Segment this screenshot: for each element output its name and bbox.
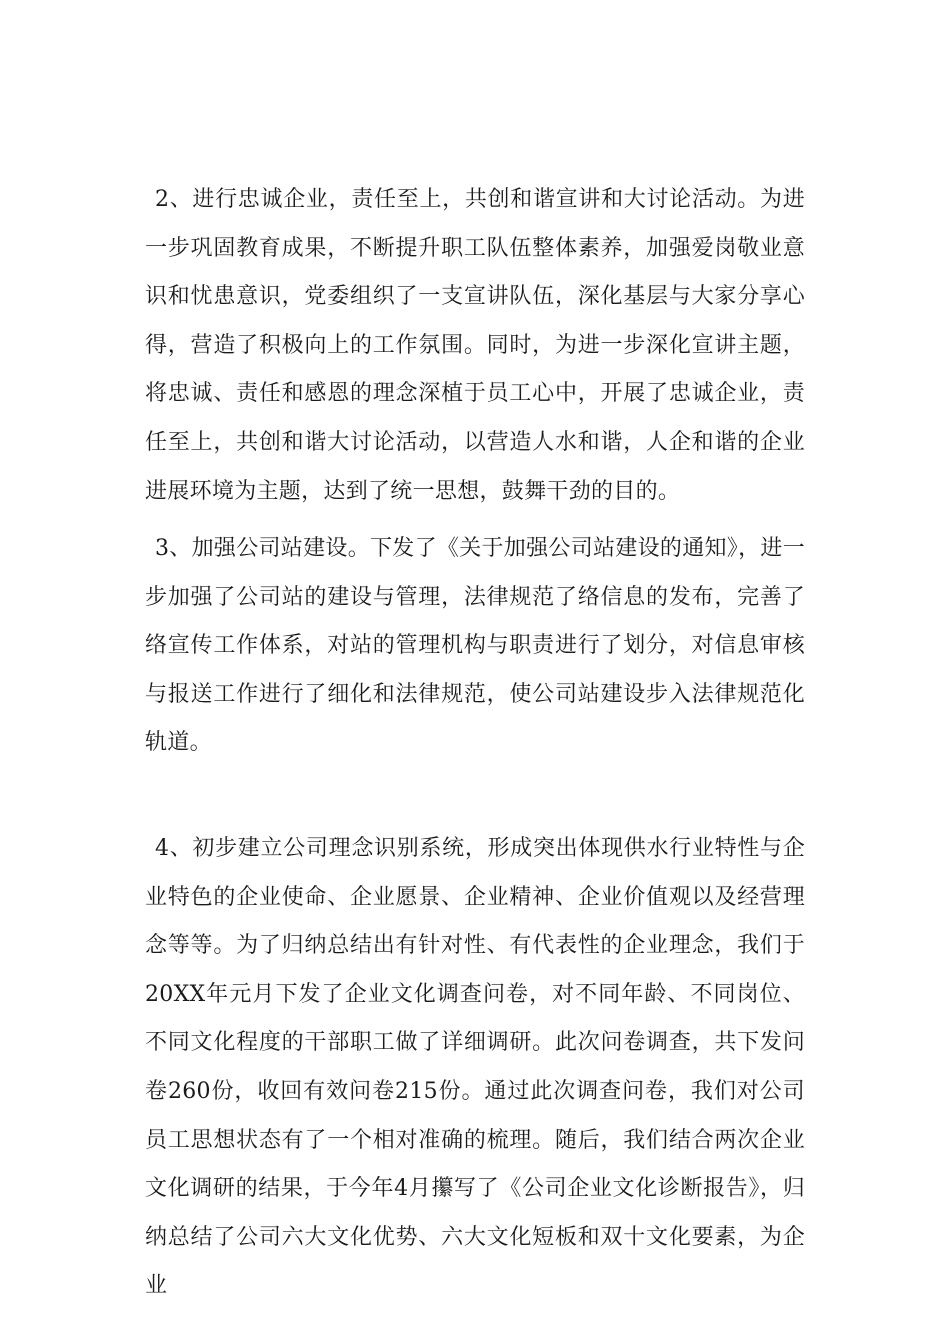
paragraph-item-3: 3、加强公司站建设。下发了《关于加强公司站建设的通知》，进一步加强了公司站的建设与管理，法律规范了络信息的发布，完善了络宣传工作体系，对站的管理机构与职责进行了划分，对信息审核与报送工作进行了细化和法律规范，使公司站建设步入法律规范化轨道。 xyxy=(145,536,805,756)
paragraph-item-2: 2、进行忠诚企业，责任至上，共创和谐宣讲和大讨论活动。为进一步巩固教育成果，不断提升职工队伍整体素养，加强爱岗敬业意识和忧患意识，党委组织了一支宣讲队伍，深化基层与大家分享心得，营造了积极向上的工作氛围。同时，为进一步深化宣讲主题，将忠诚、责任和感恩的理念深植于员工心中，开展了忠诚企业，责任至上，共创和谐大讨论活动，以营造人水和谐，人企和谐的企业进展环境为主题，达到了统一思想，鼓舞干劲的目的。 xyxy=(145,187,805,504)
paragraph-item-4: 4、初步建立公司理念识别系统，形成突出体现供水行业特性与企业特色的企业使命、企业愿景、企业精神、企业价值观以及经营理念等等。为了归纳总结出有针对性、有代表性的企业理念，我们于20XX年元月下发了企业文化调查问卷，对不同年龄、不同岗位、不同文化程度的干部职工做了详细调研。此次问卷调查，共下发问卷260份，收回有效问卷215份。通过此次调查问卷，我们对公司员工思想状态有了一个相对准确的梳理。随后，我们结合两次企业文化调研的结果，于今年4月攥写了《公司企业文化诊断报告》，归纳总结了公司六大文化优势、六大文化短板和双十文化要素，为企业 xyxy=(145,836,805,1299)
